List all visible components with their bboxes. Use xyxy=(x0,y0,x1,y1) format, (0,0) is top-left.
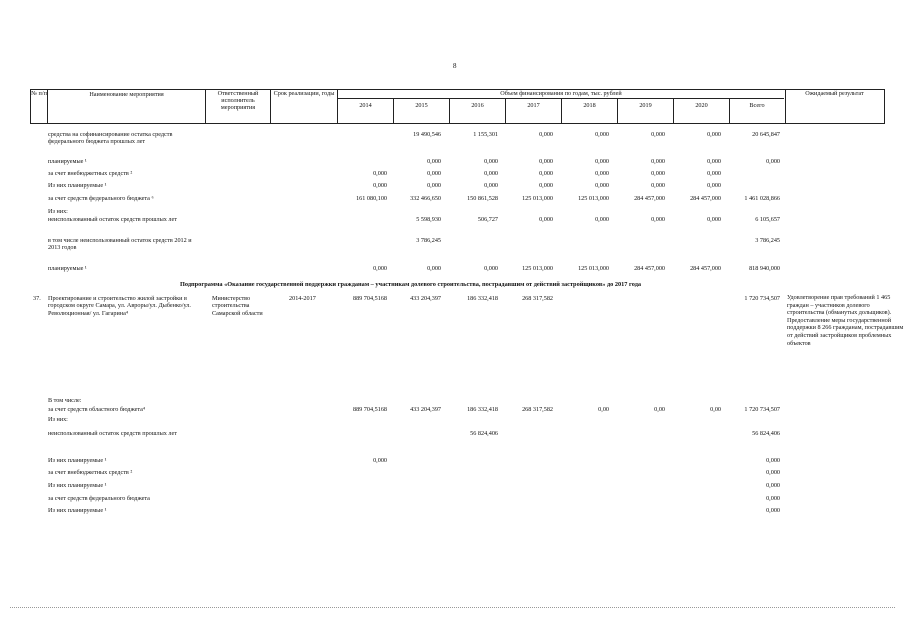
header-name: Наименование мероприятия xyxy=(89,91,164,98)
row-label: за счет внебюджетных средств ² xyxy=(48,469,133,476)
row-year-value: 0,000 xyxy=(539,182,553,189)
row-total-value: 6 105,657 xyxy=(755,216,780,223)
row-label: за счет внебюджетных средств ² xyxy=(48,170,133,177)
row-year-value: 125 013,000 xyxy=(522,195,553,202)
row-year-value: 0,000 xyxy=(539,216,553,223)
row-year-value: 0,000 xyxy=(651,131,665,138)
row-year-value: 0,000 xyxy=(651,216,665,223)
header-year: 2015 xyxy=(415,102,428,109)
row-label: за счет средств федерального бюджета xyxy=(48,495,150,502)
row-year-value: 284 457,000 xyxy=(634,265,665,272)
header-executor: Ответственный исполнитель мероприятия xyxy=(217,90,259,111)
row-label: за счет средств федерального бюджета ⁶ xyxy=(48,195,154,202)
row-label: Из них планируемые ¹ xyxy=(48,482,107,489)
row-year-value: 0,000 xyxy=(539,158,553,165)
row-total-value: 818 940,000 xyxy=(749,265,780,272)
row-total-value: 56 824,406 xyxy=(752,430,780,437)
row-year-value: 268 317,582 xyxy=(522,406,553,413)
row-year-value: 433 204,397 xyxy=(410,406,441,413)
item-number: 37. xyxy=(33,295,41,302)
header-num: № п/п xyxy=(31,90,47,97)
row-year-value: 0,000 xyxy=(484,170,498,177)
row-total-value: 0,000 xyxy=(766,482,780,489)
row-label: планируемые ¹ xyxy=(48,265,87,272)
row-label: Из них планируемые ¹ xyxy=(48,182,107,189)
subprogram-heading: Подпрограмма «Оказание государственной поддержки гражданам – участникам долевого строительства, пострадавшим от действий застройщиков» до 2017 года xyxy=(180,281,642,288)
row-year-value: 0,000 xyxy=(484,265,498,272)
row-year-value: 0,000 xyxy=(651,182,665,189)
row-year-value: 0,000 xyxy=(373,457,387,464)
row-year-value: 506,727 xyxy=(477,216,498,223)
row-label: Из них планируемые ¹ xyxy=(48,457,107,464)
row-year-value: 332 466,650 xyxy=(410,195,441,202)
row-year-value: 0,000 xyxy=(707,131,721,138)
item-expected-result: Удовлетворение прав требований 1 465 граждан – участников долевого строительства (обманутых дольщиков). Предоставление меры государственной поддержки 8 266 гражданам, пострадавшим от действий застройщиков проблемных объектов xyxy=(787,294,904,347)
row-label: Из них планируемые ¹ xyxy=(48,507,107,514)
item-executor: Министерство строительства Самарской области xyxy=(212,295,263,317)
row-total-value: 0,000 xyxy=(766,507,780,514)
row-total-value: 20 645,847 xyxy=(752,131,780,138)
row-year-value: 3 786,245 xyxy=(416,237,441,244)
row-year-value: 0,000 xyxy=(427,182,441,189)
row-year-value: 186 332,418 xyxy=(467,406,498,413)
scan-artifact-line xyxy=(10,607,895,608)
row-year-value: 0,000 xyxy=(595,170,609,177)
row-year-value: 0,000 xyxy=(427,170,441,177)
row-label: В том числе: xyxy=(48,397,82,404)
row-label: Из них: xyxy=(48,416,68,423)
row-year-value: 125 013,000 xyxy=(578,265,609,272)
item-name: Проектирование и строительство жилой застройки в городском округе Самара, ул. Авроры/ул. Дыбенко/ул. Революционная/ ул. Гагарина⁴ xyxy=(48,295,191,317)
row-year-value: 0,000 xyxy=(595,182,609,189)
row-year-value: 889 704,5168 xyxy=(352,406,387,413)
row-year-value: 284 457,000 xyxy=(690,195,721,202)
row-label: Из них: xyxy=(48,208,68,215)
item-year-value: 268 317,582 xyxy=(522,295,553,302)
row-year-value: 0,000 xyxy=(651,158,665,165)
row-year-value: 0,000 xyxy=(651,170,665,177)
row-total-value: 0,000 xyxy=(766,495,780,502)
row-year-value: 0,000 xyxy=(707,182,721,189)
row-total-value: 3 786,245 xyxy=(755,237,780,244)
row-year-value: 125 013,000 xyxy=(522,265,553,272)
row-year-value: 0,000 xyxy=(539,131,553,138)
row-label: неиспользованный остаток средств прошлых лет xyxy=(48,430,177,437)
row-year-value: 0,000 xyxy=(707,170,721,177)
row-year-value: 0,000 xyxy=(484,158,498,165)
row-year-value: 5 598,930 xyxy=(416,216,441,223)
row-year-value: 56 824,406 xyxy=(470,430,498,437)
header-year: 2014 xyxy=(359,102,372,109)
row-label: в том числе неиспользованный остаток средств 2012 и 2013 годов xyxy=(48,237,192,252)
row-total-value: 0,000 xyxy=(766,469,780,476)
row-year-value: 0,000 xyxy=(707,158,721,165)
row-total-value: 0,000 xyxy=(766,457,780,464)
item-total-value: 1 720 734,507 xyxy=(744,295,780,302)
item-year-value: 889 704,5168 xyxy=(352,295,387,302)
row-year-value: 0,000 xyxy=(373,265,387,272)
row-year-value: 284 457,000 xyxy=(634,195,665,202)
row-year-value: 0,000 xyxy=(484,182,498,189)
row-year-value: 1 155,301 xyxy=(473,131,498,138)
header-year: 2019 xyxy=(639,102,652,109)
row-year-value: 0,000 xyxy=(427,265,441,272)
row-year-value: 0,000 xyxy=(595,158,609,165)
row-year-value: 19 490,546 xyxy=(413,131,441,138)
row-year-value: 150 861,528 xyxy=(467,195,498,202)
row-total-value: 0,000 xyxy=(766,158,780,165)
row-year-value: 125 013,000 xyxy=(578,195,609,202)
row-year-value: 0,000 xyxy=(373,170,387,177)
row-year-value: 0,000 xyxy=(707,216,721,223)
row-year-value: 0,000 xyxy=(539,170,553,177)
header-year: 2017 xyxy=(527,102,540,109)
item-year-value: 433 204,397 xyxy=(410,295,441,302)
row-year-value: 0,00 xyxy=(654,406,665,413)
page-number: 8 xyxy=(453,62,457,70)
row-label: средства на софинансирование остатка средств федерального бюджета прошлых лет xyxy=(48,131,173,146)
header-period: Срок реализации, годы xyxy=(273,90,335,97)
header-year-total: Всего xyxy=(749,102,765,109)
row-label: планируемые ¹ xyxy=(48,158,87,165)
header-year: 2018 xyxy=(583,102,596,109)
header-year: 2020 xyxy=(695,102,708,109)
row-label: неиспользованный остаток средств прошлых лет xyxy=(48,216,177,223)
header-result: Ожидаемый результат xyxy=(805,90,864,97)
row-year-value: 0,000 xyxy=(595,216,609,223)
row-year-value: 0,00 xyxy=(710,406,721,413)
row-year-value: 161 080,100 xyxy=(356,195,387,202)
header-year: 2016 xyxy=(471,102,484,109)
header-volume: Объем финансирования по годам, тыс. рублей xyxy=(500,90,622,97)
row-year-value: 0,000 xyxy=(595,131,609,138)
row-total-value: 1 720 734,507 xyxy=(744,406,780,413)
item-year-value: 186 332,418 xyxy=(467,295,498,302)
item-period: 2014-2017 xyxy=(289,295,316,302)
row-year-value: 0,000 xyxy=(373,182,387,189)
row-year-value: 284 457,000 xyxy=(690,265,721,272)
row-total-value: 1 461 028,866 xyxy=(744,195,780,202)
row-year-value: 0,00 xyxy=(598,406,609,413)
row-year-value: 0,000 xyxy=(427,158,441,165)
row-label: за счет средств областного бюджета⁴ xyxy=(48,406,146,413)
